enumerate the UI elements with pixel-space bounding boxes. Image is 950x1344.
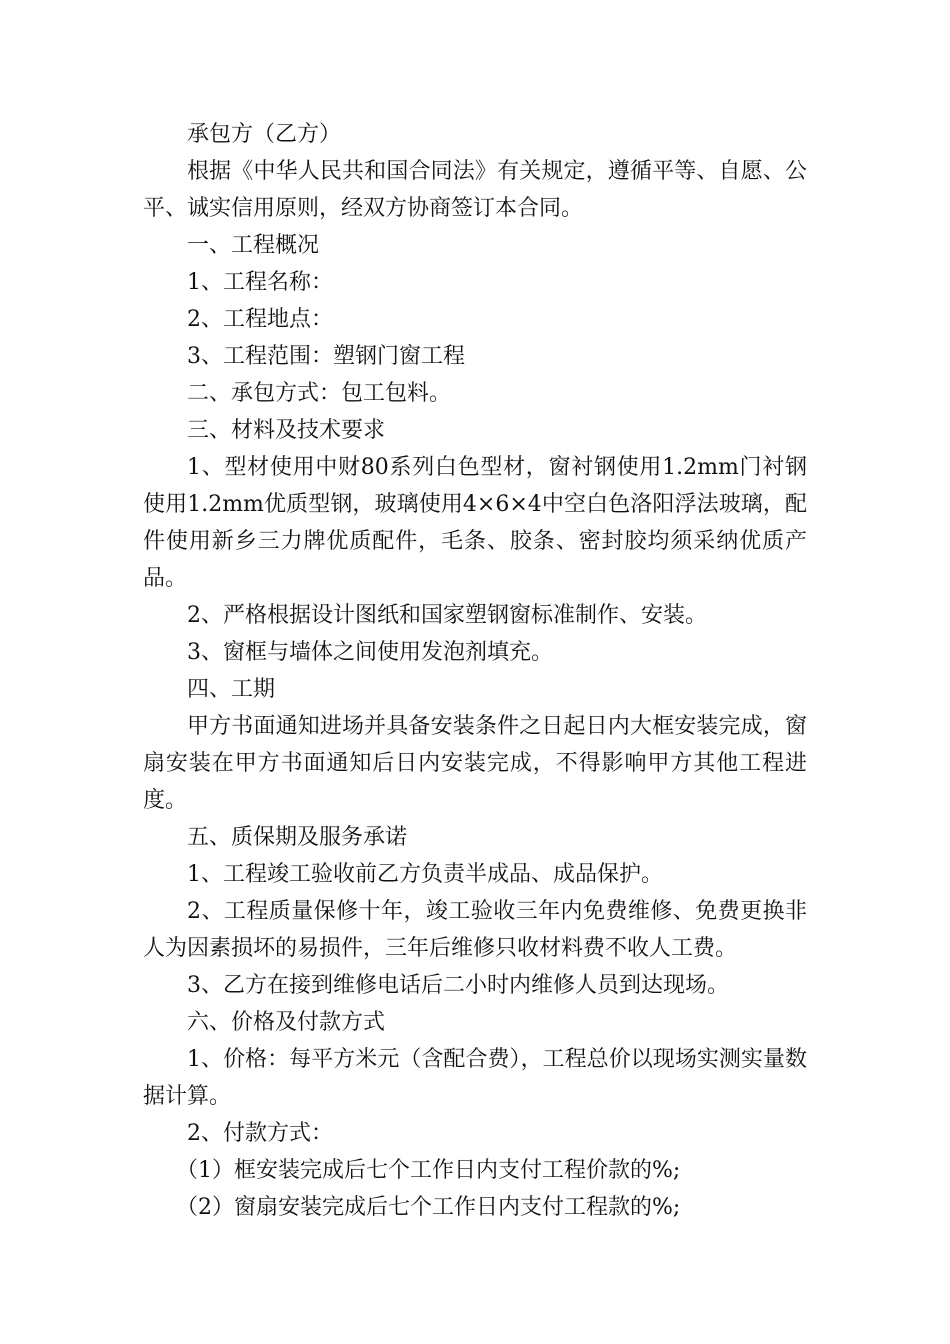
clause-project-location: 2、工程地点： bbox=[187, 307, 333, 332]
clause-warranty-protection: 1、工程竣工验收前乙方负责半成品、成品保护。 bbox=[187, 862, 663, 887]
section-heading-project-overview: 一、工程概况 bbox=[187, 233, 320, 258]
clause-project-name: 1、工程名称： bbox=[187, 270, 333, 295]
section-heading-contract-method: 二、承包方式：包工包料。 bbox=[187, 381, 452, 406]
clause-payment-method: 2、付款方式： bbox=[187, 1121, 333, 1146]
section-heading-schedule: 四、工期 bbox=[187, 677, 276, 702]
clause-materials-foam: 3、窗框与墙体之间使用发泡剂填充。 bbox=[187, 640, 553, 665]
clause-materials-profile: 1、型材使用中财80系列白色型材，窗衬钢使用1.2mm门衬钢使用1.2mm优质型钢，玻璃使用4×6×4中空白色洛阳浮法玻璃，配件使用新乡三力牌优质配件，毛条、胶条、密封胶均须采纳优质产品。 bbox=[143, 455, 807, 591]
clause-project-scope: 3、工程范围：塑钢门窗工程 bbox=[187, 344, 465, 369]
clause-schedule: 甲方书面通知进场并具备安装条件之日起日内大框安装完成，窗扇安装在甲方书面通知后日内安装完成，不得影响甲方其他工程进度。 bbox=[143, 714, 807, 813]
section-heading-price-payment: 六、价格及付款方式 bbox=[187, 1010, 386, 1035]
clause-payment-item-1: （1）框安装完成后七个工作日内支付工程价款的%; bbox=[176, 1158, 681, 1183]
clause-payment-item-2: （2）窗扇安装完成后七个工作日内支付工程款的%; bbox=[176, 1195, 681, 1220]
clause-warranty-response: 3、乙方在接到维修电话后二小时内维修人员到达现场。 bbox=[187, 973, 729, 998]
section-heading-warranty: 五、质保期及服务承诺 bbox=[187, 825, 408, 850]
document-body bbox=[143, 116, 807, 1226]
clause-materials-standard: 2、严格根据设计图纸和国家塑钢窗标准制作、安装。 bbox=[187, 603, 707, 628]
clause-warranty-period: 2、工程质量保修十年，竣工验收三年内免费维修、免费更换非人为因素损坏的易损件，三年后维修只收材料费不收人工费。 bbox=[143, 899, 807, 961]
party-b-heading: 承包方（乙方） bbox=[187, 122, 342, 147]
clause-price: 1、价格：每平方米元（含配合费），工程总价以现场实测实量数据计算。 bbox=[143, 1047, 807, 1109]
section-heading-materials: 三、材料及技术要求 bbox=[187, 418, 386, 443]
preamble-paragraph: 根据《中华人民共和国合同法》有关规定，遵循平等、自愿、公平、诚实信用原则，经双方协商签订本合同。 bbox=[143, 159, 807, 221]
